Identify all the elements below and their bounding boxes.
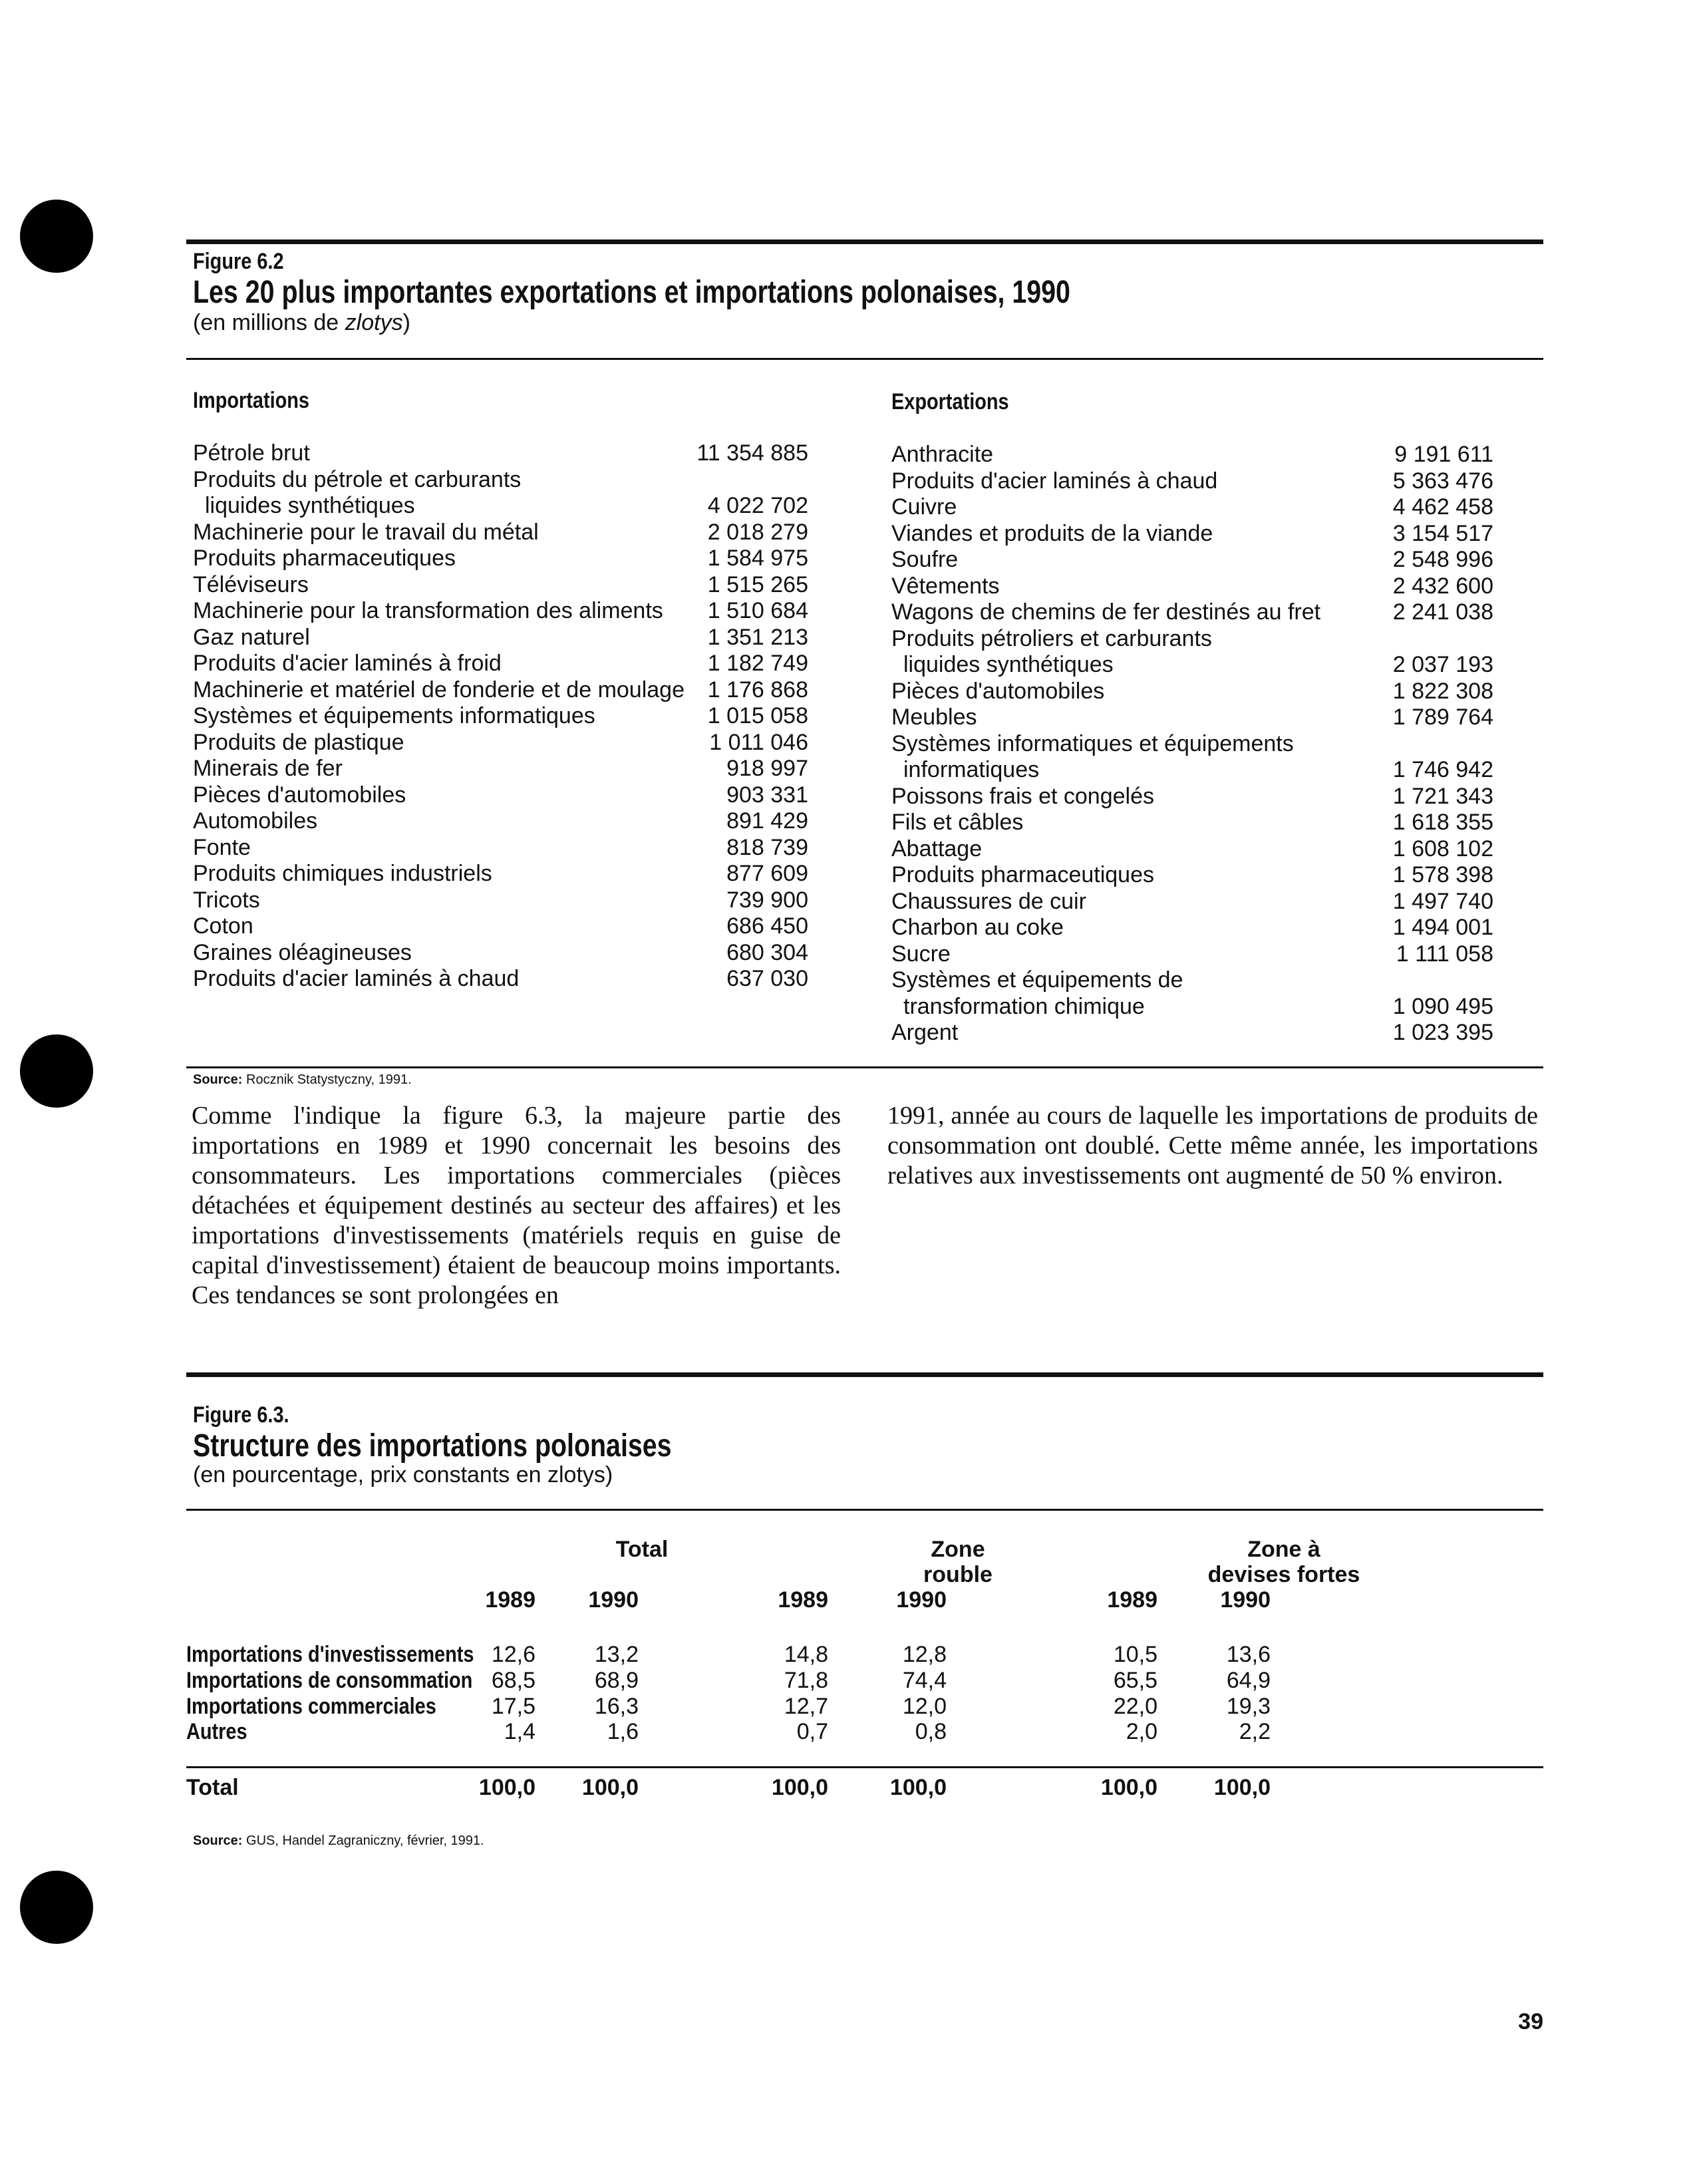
imports-item-value: 739 900 <box>726 887 808 913</box>
figure-6-2-subtitle: (en millions de zlotys) <box>193 310 410 335</box>
exports-item-label: liquides synthétiques <box>903 652 1114 677</box>
imports-item-label: Machinerie pour le travail du métal <box>193 519 539 545</box>
imports-item-label: liquides synthétiques <box>205 493 415 518</box>
exports-row <box>891 731 1493 758</box>
year-header: 1990 <box>896 1587 947 1613</box>
imports-item-label: Pétrole brut <box>193 440 310 466</box>
exports-row <box>891 599 1493 626</box>
imports-row <box>193 808 808 835</box>
imports-item-value: 918 997 <box>726 756 808 781</box>
imports-item-value: 1 515 265 <box>707 571 808 597</box>
imports-item-label: Gaz naturel <box>193 624 310 650</box>
exports-row <box>891 442 1493 468</box>
total-cell: 100,0 <box>771 1775 828 1800</box>
imports-item-value: 1 351 213 <box>707 624 808 650</box>
imports-row <box>193 677 808 704</box>
exports-item-label: Sucre <box>891 941 951 967</box>
imports-row <box>193 913 808 940</box>
imports-item-label: Produits du pétrole et carburants <box>193 466 522 492</box>
exports-item-value: 3 154 517 <box>1392 520 1493 546</box>
exports-item-value: 1 023 395 <box>1392 1020 1493 1045</box>
exports-item-label: Anthracite <box>891 442 994 467</box>
exports-item-label: Vêtements <box>891 573 1000 599</box>
imports-item-label: Automobiles <box>193 808 318 834</box>
imports-item-label: Systèmes et équipements informatiques <box>193 703 595 728</box>
figure-6-2-label: Figure 6.2 <box>193 249 284 274</box>
exports-row <box>891 679 1493 705</box>
table-row-label: Autres <box>186 1719 247 1744</box>
imports-row <box>193 625 808 651</box>
figure-6-3-top-rule <box>186 1372 1543 1377</box>
table-cell: 17,5 <box>491 1694 536 1719</box>
exports-item-label: informatiques <box>903 757 1040 782</box>
exports-row <box>891 547 1493 573</box>
exports-item-label: Produits pharmaceutiques <box>891 862 1155 887</box>
imports-row <box>193 598 808 625</box>
exports-row <box>891 494 1493 521</box>
figure-6-3-source: Source: GUS, Handel Zagraniczny, février, 1991. <box>193 1833 484 1848</box>
imports-row <box>193 835 808 861</box>
figure-6-3-subtitle: (en pourcentage, prix constants en zlotys) <box>193 1462 613 1487</box>
exports-item-value: 1 608 102 <box>1392 836 1493 861</box>
group-header: Total <box>615 1537 669 1562</box>
exports-row <box>891 889 1493 915</box>
imports-item-value: 903 331 <box>726 782 808 808</box>
group-header: Zone rouble <box>923 1537 993 1587</box>
table-cell: 16,3 <box>594 1694 639 1719</box>
exports-list <box>891 442 1493 1046</box>
table-cell: 14,8 <box>784 1642 828 1667</box>
exports-row <box>891 757 1493 784</box>
punch-hole-middle <box>20 1034 93 1108</box>
imports-row <box>193 782 808 809</box>
exports-item-label: Systèmes et équipements de <box>891 967 1183 993</box>
exports-row <box>891 652 1493 679</box>
exports-row <box>891 810 1493 836</box>
exports-item-label: Produits pétroliers et carburants <box>891 625 1212 651</box>
table-cell: 12,7 <box>784 1694 828 1719</box>
group-header: Zone à devises fortes <box>1207 1537 1360 1587</box>
imports-item-label: Produits d'acier laminés à chaud <box>193 966 520 991</box>
exports-row <box>891 573 1493 600</box>
table-cell: 0,7 <box>796 1719 828 1744</box>
exports-item-value: 1 494 001 <box>1392 915 1493 940</box>
imports-item-label: Minerais de fer <box>193 756 343 781</box>
imports-item-value: 891 429 <box>726 808 808 834</box>
exports-item-value: 1 111 058 <box>1396 941 1493 967</box>
imports-row <box>193 440 808 467</box>
imports-row <box>193 887 808 914</box>
total-cell: 100,0 <box>1213 1775 1271 1800</box>
figure-6-2-header-rule <box>186 358 1543 360</box>
total-cell: 100,0 <box>1100 1775 1157 1800</box>
table-row-label: Importations de consommation <box>186 1668 473 1693</box>
imports-item-value: 877 609 <box>726 861 808 886</box>
exports-item-label: Soufre <box>891 547 959 572</box>
exports-item-label: transformation chimique <box>903 993 1145 1019</box>
table-cell: 12,8 <box>902 1642 947 1667</box>
table-cell: 68,5 <box>491 1668 536 1693</box>
imports-row <box>193 703 808 730</box>
imports-item-label: Graines oléagineuses <box>193 939 412 965</box>
exports-row <box>891 704 1493 731</box>
year-header: 1989 <box>485 1587 536 1613</box>
table-cell: 68,9 <box>594 1668 639 1693</box>
imports-row <box>193 520 808 546</box>
imports-item-label: Machinerie et matériel de fonderie et de moulage <box>193 677 685 702</box>
exports-item-label: Produits d'acier laminés à chaud <box>891 468 1218 494</box>
imports-item-value: 1 015 058 <box>707 703 808 728</box>
table-cell: 12,0 <box>902 1694 947 1719</box>
imports-item-label: Produits de plastique <box>193 729 404 755</box>
imports-item-label: Produits chimiques industriels <box>193 861 492 886</box>
exports-row <box>891 836 1493 863</box>
imports-row <box>193 493 808 520</box>
figure-6-2-top-rule <box>186 239 1543 244</box>
imports-item-value: 11 354 885 <box>696 440 808 466</box>
imports-item-value: 1 510 684 <box>707 598 808 623</box>
exports-row <box>891 784 1493 810</box>
imports-row <box>193 756 808 782</box>
table-cell: 2,2 <box>1239 1719 1271 1744</box>
exports-item-value: 1 822 308 <box>1392 678 1493 704</box>
exports-row <box>891 967 1493 994</box>
imports-item-value: 1 584 975 <box>707 546 808 571</box>
imports-item-label: Coton <box>193 913 253 939</box>
imports-item-value: 2 018 279 <box>707 519 808 545</box>
year-header: 1990 <box>1220 1587 1271 1613</box>
imports-item-label: Fonte <box>193 834 251 860</box>
exports-row <box>891 862 1493 889</box>
table-cell: 1,6 <box>607 1719 639 1744</box>
figure-6-3-title: Structure des importations polonaises <box>193 1428 672 1464</box>
exports-item-value: 1 090 495 <box>1392 993 1493 1019</box>
exports-item-label: Abattage <box>891 836 983 861</box>
table-cell: 19,3 <box>1226 1694 1271 1719</box>
exports-row <box>891 994 1493 1020</box>
exports-item-value: 2 241 038 <box>1392 599 1493 625</box>
total-cell: 100,0 <box>889 1775 947 1800</box>
total-cell: 100,0 <box>581 1775 639 1800</box>
table-cell: 10,5 <box>1113 1642 1157 1667</box>
table-total-rule <box>186 1766 1543 1768</box>
exports-item-value: 5 363 476 <box>1392 468 1493 494</box>
table-cell: 0,8 <box>915 1719 947 1744</box>
imports-row <box>193 467 808 494</box>
prose-right-column: 1991, année au cours de laquelle les importations de produits de consommation ont doublé. Cette même année, les importations relatives aux investissements ont augmenté de 50 % environ. <box>887 1102 1538 1189</box>
imports-item-label: Tricots <box>193 887 260 913</box>
exports-item-label: Poissons frais et congelés <box>891 783 1154 809</box>
imports-row <box>193 940 808 967</box>
exports-item-label: Pièces d'automobiles <box>891 678 1105 704</box>
imports-item-value: 1 182 749 <box>707 651 808 676</box>
imports-item-label: Pièces d'automobiles <box>193 782 406 808</box>
exports-item-label: Chaussures de cuir <box>891 888 1086 914</box>
imports-item-label: Téléviseurs <box>193 571 309 597</box>
figure-6-3-label: Figure 6.3. <box>193 1402 289 1428</box>
exports-item-label: Fils et câbles <box>891 810 1024 835</box>
exports-item-value: 4 462 458 <box>1392 494 1493 520</box>
exports-item-value: 1 497 740 <box>1392 888 1493 914</box>
figure-6-2-bottom-rule <box>186 1066 1543 1068</box>
exports-row <box>891 626 1493 653</box>
exports-row <box>891 1020 1493 1046</box>
exports-item-value: 2 037 193 <box>1392 652 1493 677</box>
exports-item-label: Cuivre <box>891 494 957 520</box>
imports-heading: Importations <box>193 388 310 413</box>
exports-item-value: 1 618 355 <box>1392 810 1493 835</box>
table-cell: 13,2 <box>594 1642 639 1667</box>
total-cell: 100,0 <box>478 1775 536 1800</box>
imports-row <box>193 546 808 572</box>
table-cell: 22,0 <box>1113 1694 1157 1719</box>
exports-item-label: Charbon au coke <box>891 915 1064 940</box>
prose-left-column: Comme l'indique la figure 6.3, la majeure partie des importations en 1989 et 1990 concernait les besoins des consommateurs. Les importations commerciales (pièces détachées et équipement destinés au secteur des affaires) et les importations d'investissements (matériels requis en guise de capital d'investissement) étaient de beaucoup moins importants. Ces tendances se sont prolongées en <box>192 1102 841 1309</box>
imports-list <box>193 440 808 993</box>
exports-item-value: 9 191 611 <box>1394 442 1493 467</box>
year-header: 1989 <box>1107 1587 1157 1613</box>
year-header: 1990 <box>588 1587 639 1613</box>
table-cell: 74,4 <box>902 1668 947 1693</box>
table-row-label: Importations d'investissements <box>186 1642 474 1667</box>
exports-item-value: 1 578 398 <box>1392 862 1493 887</box>
punch-hole-top <box>20 200 93 273</box>
imports-item-label: Produits d'acier laminés à froid <box>193 651 502 676</box>
table-cell: 13,6 <box>1226 1642 1271 1667</box>
table-cell: 64,9 <box>1226 1668 1271 1693</box>
imports-item-label: Produits pharmaceutiques <box>193 546 456 571</box>
table-cell: 12,6 <box>491 1642 536 1667</box>
exports-row <box>891 468 1493 495</box>
exports-row <box>891 941 1493 968</box>
exports-row <box>891 521 1493 547</box>
total-row-label: Total <box>186 1775 239 1800</box>
table-cell: 1,4 <box>504 1719 536 1744</box>
imports-item-value: 4 022 702 <box>707 493 808 518</box>
imports-row <box>193 572 808 599</box>
imports-item-value: 637 030 <box>726 966 808 991</box>
page-number: 39 <box>1518 2009 1543 2034</box>
imports-row <box>193 730 808 756</box>
figure-6-2-title: Les 20 plus importantes exportations et importations polonaises, 1990 <box>193 275 1070 310</box>
imports-item-value: 686 450 <box>726 913 808 939</box>
exports-item-label: Systèmes informatiques et équipements <box>891 730 1294 756</box>
exports-item-value: 1 789 764 <box>1392 704 1493 730</box>
imports-item-value: 818 739 <box>726 834 808 860</box>
year-header: 1989 <box>778 1587 828 1613</box>
table-cell: 65,5 <box>1113 1668 1157 1693</box>
imports-item-label: Machinerie pour la transformation des aliments <box>193 598 663 623</box>
imports-item-value: 680 304 <box>726 939 808 965</box>
imports-row <box>193 651 808 677</box>
figure-6-3-header-rule <box>186 1509 1543 1511</box>
exports-item-value: 1 721 343 <box>1392 783 1493 809</box>
exports-item-label: Viandes et produits de la viande <box>891 520 1213 546</box>
exports-item-value: 2 432 600 <box>1392 573 1493 599</box>
imports-item-value: 1 011 046 <box>709 729 808 755</box>
exports-row <box>891 915 1493 941</box>
table-cell: 2,0 <box>1126 1719 1157 1744</box>
exports-heading: Exportations <box>891 389 1009 414</box>
imports-row <box>193 861 808 887</box>
imports-row <box>193 966 808 993</box>
exports-item-value: 1 746 942 <box>1392 757 1493 782</box>
exports-item-label: Meubles <box>891 704 977 730</box>
punch-hole-bottom <box>20 1871 93 1944</box>
figure-6-2-source: Source: Rocznik Statystyczny, 1991. <box>193 1072 412 1087</box>
exports-item-label: Wagons de chemins de fer destinés au fret <box>891 599 1321 625</box>
table-cell: 71,8 <box>784 1668 828 1693</box>
imports-item-value: 1 176 868 <box>707 677 808 702</box>
import-structure-table <box>186 1537 1543 1829</box>
exports-item-label: Argent <box>891 1020 959 1045</box>
table-row-label: Importations commerciales <box>186 1694 436 1719</box>
exports-item-value: 2 548 996 <box>1392 547 1493 572</box>
